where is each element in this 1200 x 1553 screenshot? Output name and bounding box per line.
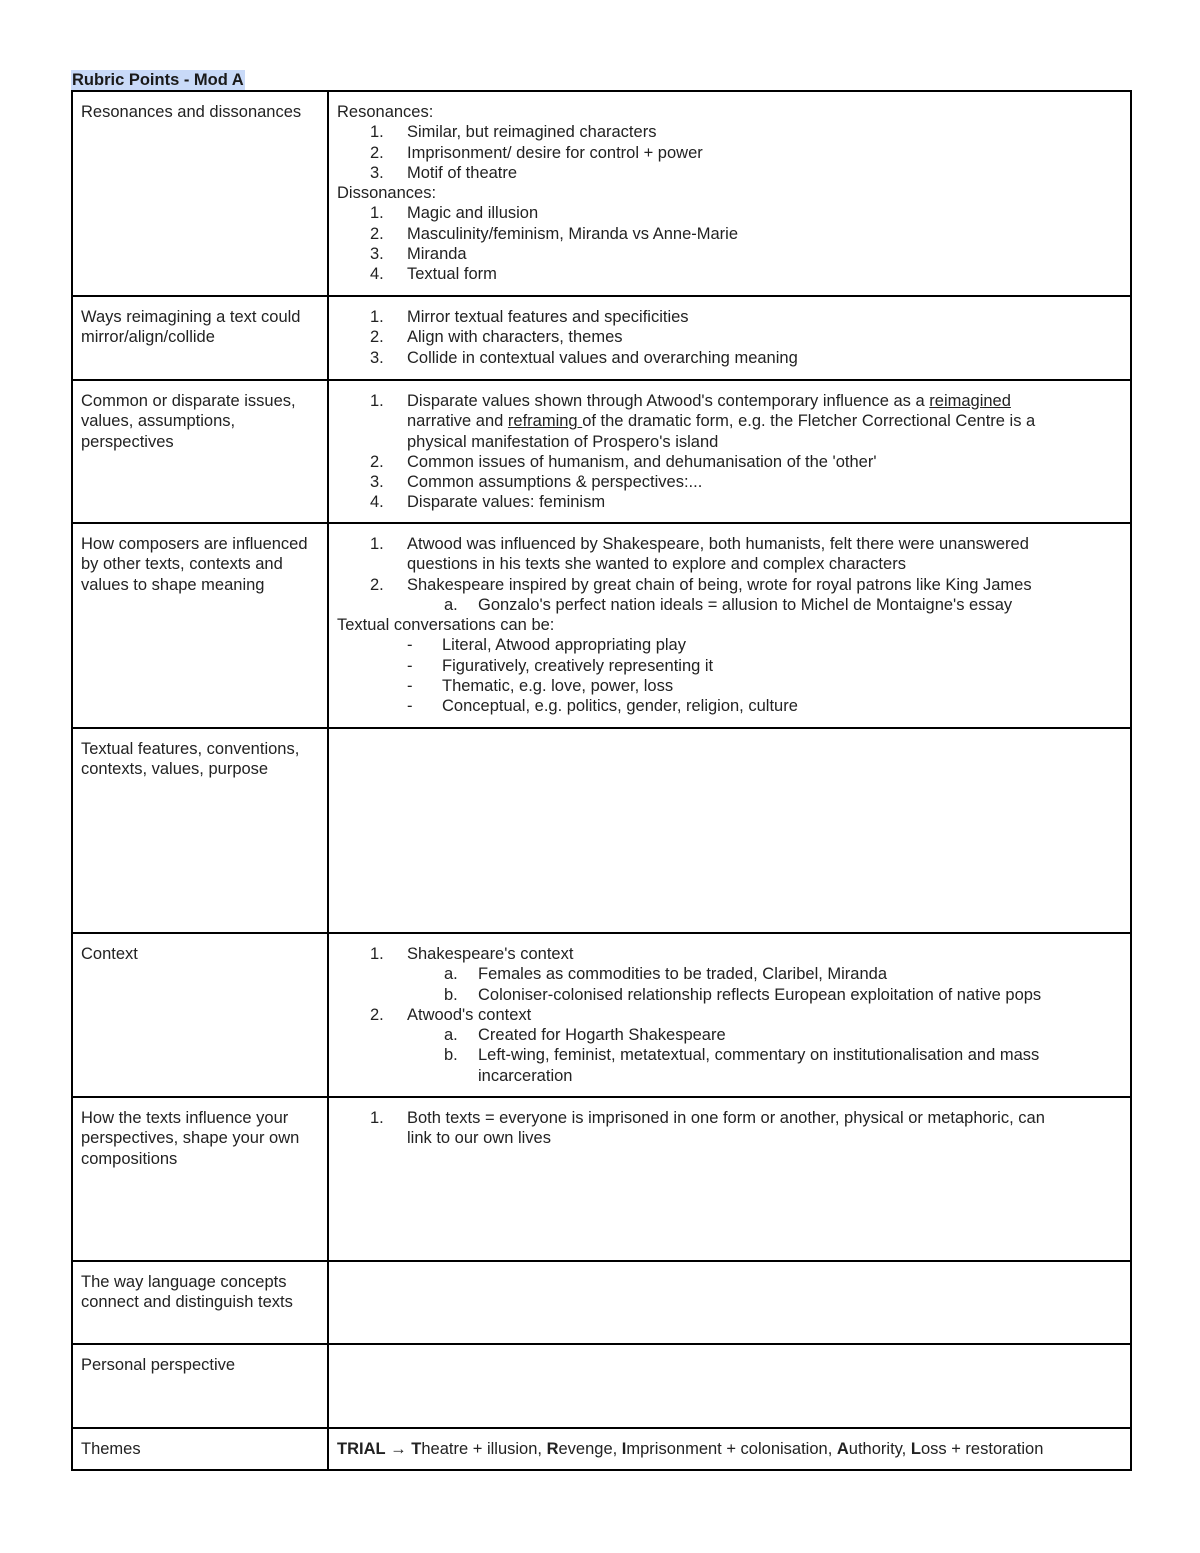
row-content-cell: 1. Atwood was influenced by Shakespeare, both humanists, felt there were unanswered questions in his texts she wanted to explore and complex characters 2. Shakespeare inspired by great chain of being, wrote for royal patrons like King James a. Gonzalo's perfect nation ideals = allusion to Michel de Montaigne's essay Textual conversations can be: - Literal, Atwood appropriating play - Figuratively, creatively representing it - Thematic, e.g. love, power, loss - Conceptual, e.g. politics, gender, religion, culture xyxy=(328,523,1131,728)
sub-list-item: Females as commodities to be traded, Claribel, Miranda xyxy=(478,965,888,984)
row-label-cell xyxy=(72,1261,328,1344)
sub-list-item: Left-wing, feminist, metatextual, commentary on institutionalisation and mass xyxy=(478,1046,1040,1065)
list-item: Shakespeare's context xyxy=(407,945,574,963)
list-item: Common issues of humanism, and dehumanisation of the 'other' xyxy=(407,452,877,471)
row-label-cell xyxy=(72,1428,328,1470)
table-row xyxy=(72,1428,1131,1470)
list-item: Magic and illusion xyxy=(407,204,539,223)
row-content-cell: Resonances: 1. Similar, but reimagined characters 2. Imprisonment/ desire for control + power 3. Motif of theatre Dissonances: 1. Magic and illusion 2. Masculinity/feminism, Miranda vs Anne-Marie 3. Miranda 4. Textual form xyxy=(328,91,1131,296)
list-item: Masculinity/feminism, Miranda vs Anne-Marie xyxy=(407,224,739,243)
table-row xyxy=(72,1261,1131,1344)
row-label-cell xyxy=(72,91,328,296)
list-item: Miranda xyxy=(407,245,467,264)
row-label: Ways reimagining a text could mirror/align/collide xyxy=(81,308,301,347)
row-content-cell: 1. Disparate values shown through Atwood's contemporary influence as a reimagined narrative and reframing of the dramatic form, e.g. the Fletcher Correctional Centre is a physical manifestation of Prospero's island 2. Common issues of humanism, and dehumanisation of the 'other' 3. Common assumptions & perspectives:... 4. Disparate values: feminism xyxy=(328,380,1131,523)
row-label-cell xyxy=(72,523,328,728)
row-label-cell xyxy=(72,1344,328,1428)
list-item: Mirror textual features and specificities xyxy=(407,308,689,326)
list-item-continuation: questions in his texts she wanted to explore and complex characters xyxy=(407,555,906,574)
row-label: Textual features, conventions, contexts, values, purpose xyxy=(81,740,300,779)
list-item: Imprisonment/ desire for control + power xyxy=(407,143,703,162)
row-label: Personal perspective xyxy=(81,1356,236,1374)
sub-list-item: Coloniser-colonised relationship reflects European exploitation of native pops xyxy=(478,985,1042,1004)
bullet-item: Literal, Atwood appropriating play xyxy=(442,636,686,655)
list-item: Atwood's context xyxy=(407,1005,532,1024)
row-label: How the texts influence your perspectives, shape your own compositions xyxy=(81,1109,300,1168)
row-label: How composers are influenced by other texts, contexts and values to shape meaning xyxy=(81,535,308,594)
row-content-cell[interactable] xyxy=(328,728,1131,933)
sub-list-item: Gonzalo's perfect nation ideals = allusion to Michel de Montaigne's essay xyxy=(478,595,1013,614)
resonances-heading: Resonances: xyxy=(337,103,434,121)
bullet-item: Thematic, e.g. love, power, loss xyxy=(442,677,674,696)
sub-list-item: Created for Hogarth Shakespeare xyxy=(478,1026,726,1045)
list-item: Align with characters, themes xyxy=(407,328,623,347)
row-label-cell xyxy=(72,728,328,933)
document-title: Rubric Points - Mod A xyxy=(72,71,244,89)
row-content-cell: 1. Mirror textual features and specificities 2. Align with characters, themes 3. Collide in contextual values and overarching meaning xyxy=(328,296,1131,380)
rubric-table xyxy=(71,90,1132,1471)
table-row xyxy=(72,1097,1131,1261)
list-item: Similar, but reimagined characters xyxy=(407,123,657,142)
row-label: The way language concepts connect and distinguish texts xyxy=(81,1273,293,1312)
row-label: Context xyxy=(81,945,138,963)
list-item: Both texts = everyone is imprisoned in one form or another, physical or metaphoric, can xyxy=(407,1109,1045,1127)
bullet-item: Conceptual, e.g. politics, gender, religion, culture xyxy=(442,697,798,716)
list-item: Motif of theatre xyxy=(407,163,518,182)
table-row xyxy=(72,380,1131,523)
list-item: Shakespeare inspired by great chain of being, wrote for royal patrons like King James xyxy=(407,575,1032,594)
row-content-cell[interactable] xyxy=(328,1261,1131,1344)
list-item: Atwood was influenced by Shakespeare, both humanists, felt there were unanswered xyxy=(407,535,1029,553)
arrow-icon: → xyxy=(390,1440,407,1458)
sub-list-item-continuation: incarceration xyxy=(478,1066,573,1085)
table-row xyxy=(72,91,1131,296)
list-item-continuation: link to our own lives xyxy=(407,1129,551,1148)
row-label: Themes xyxy=(81,1440,141,1458)
row-label-cell xyxy=(72,1097,328,1261)
table-row xyxy=(72,728,1131,933)
acronym: TRIAL xyxy=(337,1440,386,1458)
row-content-cell: 1. Shakespeare's context a. Females as commodities to be traded, Claribel, Miranda b. Coloniser-colonised relationship reflects European exploitation of native pops 2. Atwood's context a. Created for Hogarth Shakespeare b. Left-wing, feminist, metatextual, commentary on institutionalisation and mass incarceration xyxy=(328,933,1131,1097)
list-item: Disparate values: feminism xyxy=(407,493,606,512)
dissonances-heading: Dissonances: xyxy=(337,184,437,203)
conversations-heading: Textual conversations can be: xyxy=(337,616,555,635)
table-row xyxy=(72,523,1131,728)
list-item-continuation: physical manifestation of Prospero's island xyxy=(407,432,719,451)
row-label: Resonances and dissonances xyxy=(81,103,302,121)
row-content-cell xyxy=(328,1428,1131,1470)
row-label-cell xyxy=(72,296,328,380)
row-label-cell xyxy=(72,933,328,1097)
bullet-item: Figuratively, creatively representing it xyxy=(442,656,714,675)
list-item: Disparate values shown through Atwood's contemporary influence as a reimagined xyxy=(407,392,1011,410)
themes-line: TRIAL → Theatre + illusion, Revenge, Imprisonment + colonisation, Authority, Loss + restoration xyxy=(337,1440,1044,1458)
row-content-cell[interactable] xyxy=(328,1344,1131,1428)
row-label: Common or disparate issues, values, assumptions, perspectives xyxy=(81,392,296,451)
table-row xyxy=(72,933,1131,1097)
row-content-cell: 1. Both texts = everyone is imprisoned in one form or another, physical or metaphoric, can link to our own lives xyxy=(328,1097,1131,1261)
list-item-continuation: narrative and reframing of the dramatic form, e.g. the Fletcher Correctional Centre is a xyxy=(407,412,1036,431)
table-row xyxy=(72,1344,1131,1428)
table-row xyxy=(72,296,1131,380)
list-item: Textual form xyxy=(407,265,497,284)
row-label-cell xyxy=(72,380,328,523)
list-item: Common assumptions & perspectives:... xyxy=(407,473,703,492)
list-item: Collide in contextual values and overarching meaning xyxy=(407,348,798,367)
